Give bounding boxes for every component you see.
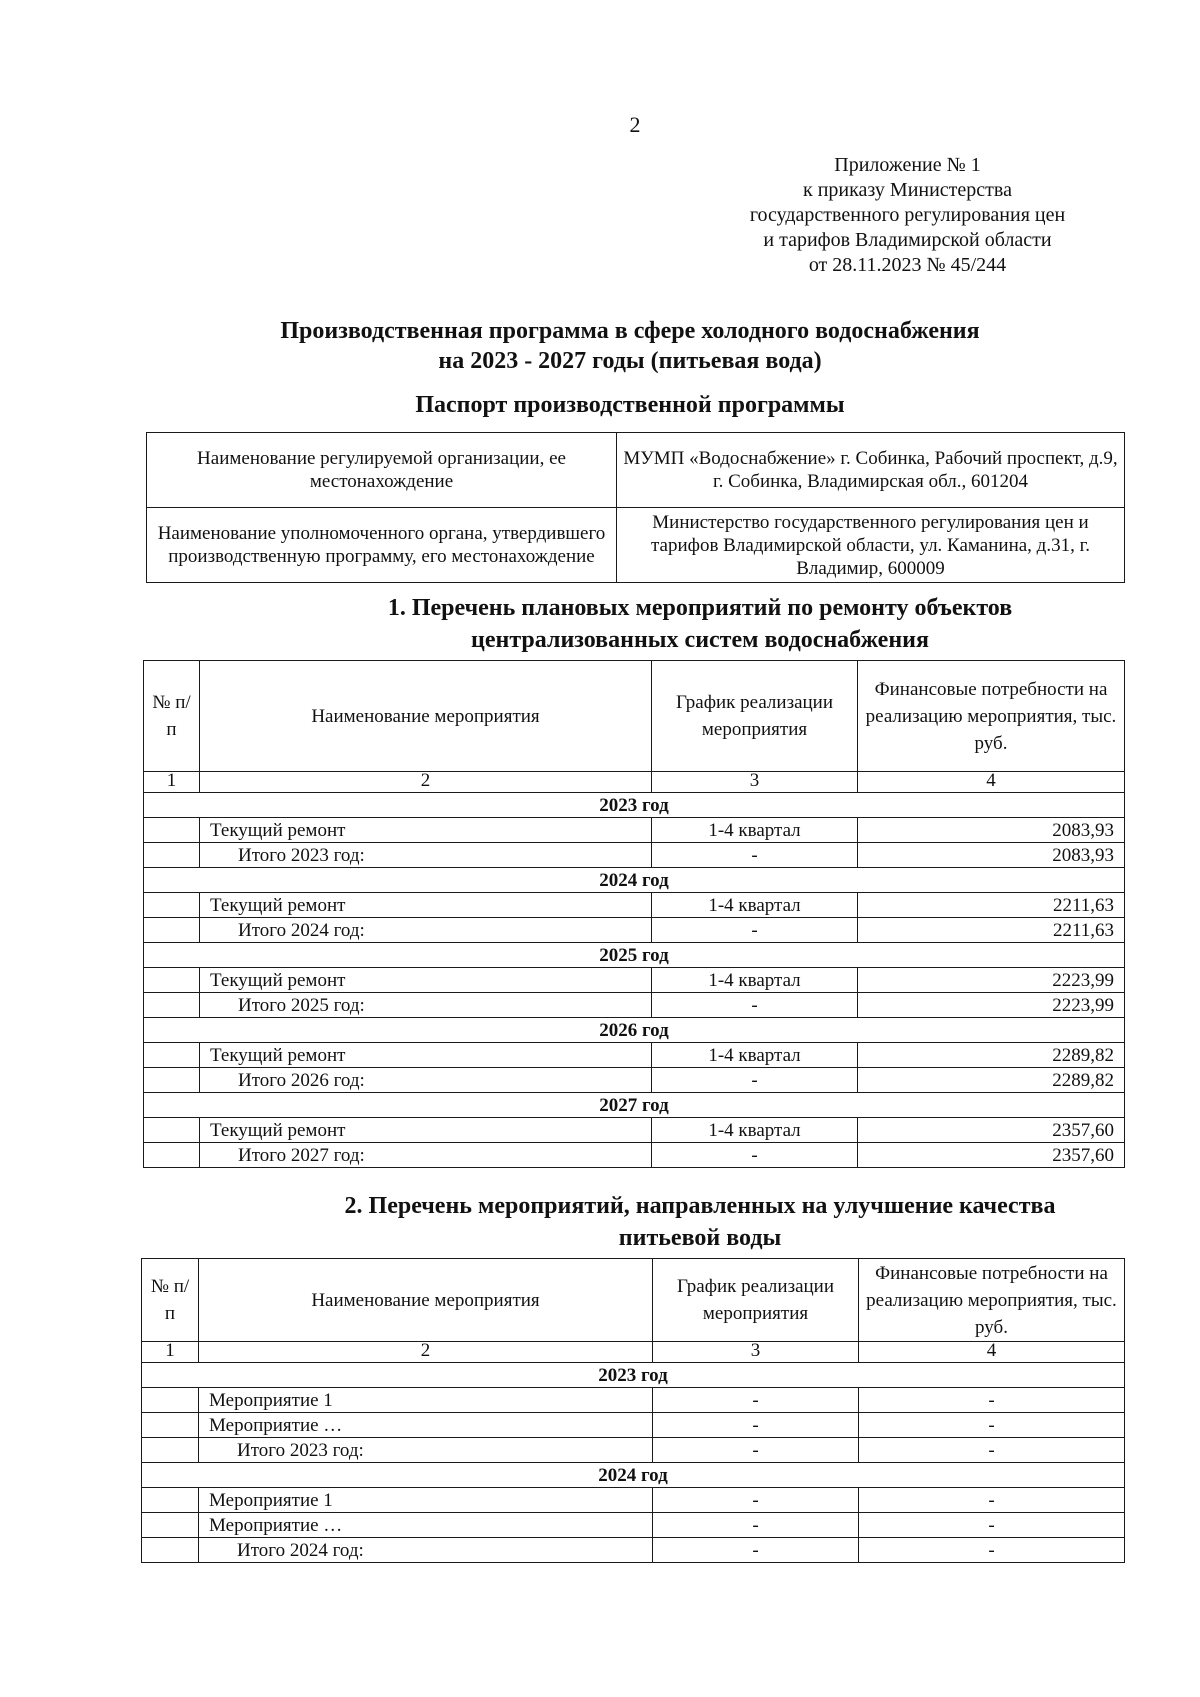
total-label: Итого 2027 год: — [200, 1143, 652, 1168]
passport-label: Наименование уполномоченного органа, утвердившего производственную программу, его местонахождение — [147, 508, 617, 583]
item-name: Мероприятие … — [199, 1513, 653, 1538]
section1-table — [143, 660, 1125, 1168]
total-schedule: - — [652, 993, 858, 1018]
column-number: 2 — [200, 772, 652, 793]
year-row — [144, 943, 1125, 968]
appendix-line: Приложение № 1 — [834, 154, 981, 176]
table-row — [144, 893, 1125, 918]
appendix-line: от 28.11.2023 № 45/244 — [808, 254, 1007, 276]
column-number: 3 — [652, 772, 858, 793]
item-value: 2357,60 — [858, 1118, 1125, 1143]
year-row — [142, 1463, 1125, 1488]
table-header-row — [142, 1259, 1125, 1342]
year-label: 2023 год — [142, 1363, 1125, 1388]
year-label: 2023 год — [144, 793, 1125, 818]
table-row — [142, 1488, 1125, 1513]
passport-heading: Паспорт производственной программы — [415, 392, 845, 418]
header-schedule: График реализации мероприятия — [652, 661, 858, 772]
item-schedule: 1-4 квартал — [652, 893, 858, 918]
column-number: 3 — [653, 1342, 859, 1363]
item-value: - — [859, 1513, 1125, 1538]
table-row — [144, 818, 1125, 843]
total-row — [144, 843, 1125, 868]
item-schedule: - — [653, 1513, 859, 1538]
column-number: 1 — [144, 772, 200, 793]
column-number: 2 — [199, 1342, 653, 1363]
passport-row — [147, 433, 1125, 508]
item-schedule: 1-4 квартал — [652, 818, 858, 843]
passport-row — [147, 508, 1125, 583]
title-line: на 2023 - 2027 годы (питьевая вода) — [438, 348, 822, 374]
item-name: Мероприятие … — [199, 1413, 653, 1438]
total-row — [144, 1143, 1125, 1168]
total-value: 2357,60 — [858, 1143, 1125, 1168]
header-schedule: График реализации мероприятия — [653, 1259, 859, 1342]
total-schedule: - — [652, 918, 858, 943]
item-schedule: 1-4 квартал — [652, 1043, 858, 1068]
table-row — [144, 1118, 1125, 1143]
appendix-line: к приказу Министерства — [803, 179, 1012, 201]
item-name: Текущий ремонт — [200, 968, 652, 993]
year-label: 2026 год — [144, 1018, 1125, 1043]
section-title-line: 2. Перечень мероприятий, направленных на улучшение качества — [344, 1193, 1056, 1219]
item-value: - — [859, 1413, 1125, 1438]
year-row — [144, 1018, 1125, 1043]
column-number-row — [144, 772, 1125, 793]
year-row — [142, 1363, 1125, 1388]
total-value: - — [859, 1538, 1125, 1563]
year-row — [144, 868, 1125, 893]
item-value: 2289,82 — [858, 1043, 1125, 1068]
section2-table — [141, 1258, 1125, 1563]
year-row — [144, 1093, 1125, 1118]
total-schedule: - — [652, 843, 858, 868]
appendix-line: государственного регулирования цен — [749, 204, 1066, 226]
item-name: Мероприятие 1 — [199, 1388, 653, 1413]
year-label: 2025 год — [144, 943, 1125, 968]
appendix-line: и тарифов Владимирской области — [763, 229, 1052, 251]
total-label: Итого 2024 год: — [199, 1538, 653, 1563]
section2-title — [200, 1190, 1200, 1254]
section-title-line: питьевой воды — [618, 1225, 782, 1251]
total-value: - — [859, 1438, 1125, 1463]
item-value: - — [859, 1388, 1125, 1413]
item-name: Текущий ремонт — [200, 1043, 652, 1068]
section1-title — [200, 592, 1200, 656]
total-row — [144, 918, 1125, 943]
passport-table — [146, 432, 1125, 583]
item-name: Мероприятие 1 — [199, 1488, 653, 1513]
table-header-row — [144, 661, 1125, 772]
table-row — [142, 1513, 1125, 1538]
item-schedule: - — [653, 1488, 859, 1513]
table-row — [144, 968, 1125, 993]
passport-value: МУМП «Водоснабжение» г. Собинка, Рабочий проспект, д.9, г. Собинка, Владимирская обл., 601204 — [617, 433, 1125, 508]
total-value: 2223,99 — [858, 993, 1125, 1018]
item-name: Текущий ремонт — [200, 818, 652, 843]
item-name: Текущий ремонт — [200, 1118, 652, 1143]
document-title — [200, 316, 1060, 376]
item-value: 2211,63 — [858, 893, 1125, 918]
year-label: 2024 год — [144, 868, 1125, 893]
total-label: Итого 2025 год: — [200, 993, 652, 1018]
total-row — [144, 993, 1125, 1018]
column-number: 4 — [858, 772, 1125, 793]
total-label: Итого 2026 год: — [200, 1068, 652, 1093]
total-row — [144, 1068, 1125, 1093]
item-schedule: 1-4 квартал — [652, 968, 858, 993]
header-name: Наименование мероприятия — [199, 1259, 653, 1342]
table-row — [142, 1413, 1125, 1438]
passport-value: Министерство государственного регулирования цен и тарифов Владимирской области, ул. Каманина, д.31, г. Владимир, 600009 — [617, 508, 1125, 583]
column-number: 1 — [142, 1342, 199, 1363]
passport-label: Наименование регулируемой организации, ее местонахождение — [147, 433, 617, 508]
item-schedule: - — [653, 1413, 859, 1438]
table-row — [142, 1388, 1125, 1413]
total-row — [142, 1438, 1125, 1463]
total-schedule: - — [652, 1068, 858, 1093]
total-schedule: - — [652, 1143, 858, 1168]
item-name: Текущий ремонт — [200, 893, 652, 918]
section-title-line: 1. Перечень плановых мероприятий по ремонту объектов — [387, 595, 1013, 621]
total-value: 2289,82 — [858, 1068, 1125, 1093]
total-schedule: - — [653, 1538, 859, 1563]
title-line: Производственная программа в сфере холодного водоснабжения — [280, 318, 980, 344]
total-schedule: - — [653, 1438, 859, 1463]
year-label: 2027 год — [144, 1093, 1125, 1118]
appendix-block — [735, 153, 1080, 278]
total-label: Итого 2023 год: — [200, 843, 652, 868]
column-number-row — [142, 1342, 1125, 1363]
section-title-line: централизованных систем водоснабжения — [471, 627, 929, 653]
total-label: Итого 2023 год: — [199, 1438, 653, 1463]
year-label: 2024 год — [142, 1463, 1125, 1488]
header-name: Наименование мероприятия — [200, 661, 652, 772]
header-finance: Финансовые потребности на реализацию мероприятия, тыс. руб. — [859, 1259, 1125, 1342]
item-schedule: 1-4 квартал — [652, 1118, 858, 1143]
header-num: № п/п — [144, 661, 200, 772]
year-row — [144, 793, 1125, 818]
total-label: Итого 2024 год: — [200, 918, 652, 943]
total-row — [142, 1538, 1125, 1563]
header-finance: Финансовые потребности на реализацию мероприятия, тыс. руб. — [858, 661, 1125, 772]
total-value: 2083,93 — [858, 843, 1125, 868]
page-number: 2 — [629, 112, 641, 137]
header-num: № п/п — [142, 1259, 199, 1342]
item-value: - — [859, 1488, 1125, 1513]
column-number: 4 — [859, 1342, 1125, 1363]
item-value: 2083,93 — [858, 818, 1125, 843]
table-row — [144, 1043, 1125, 1068]
item-value: 2223,99 — [858, 968, 1125, 993]
total-value: 2211,63 — [858, 918, 1125, 943]
item-schedule: - — [653, 1388, 859, 1413]
